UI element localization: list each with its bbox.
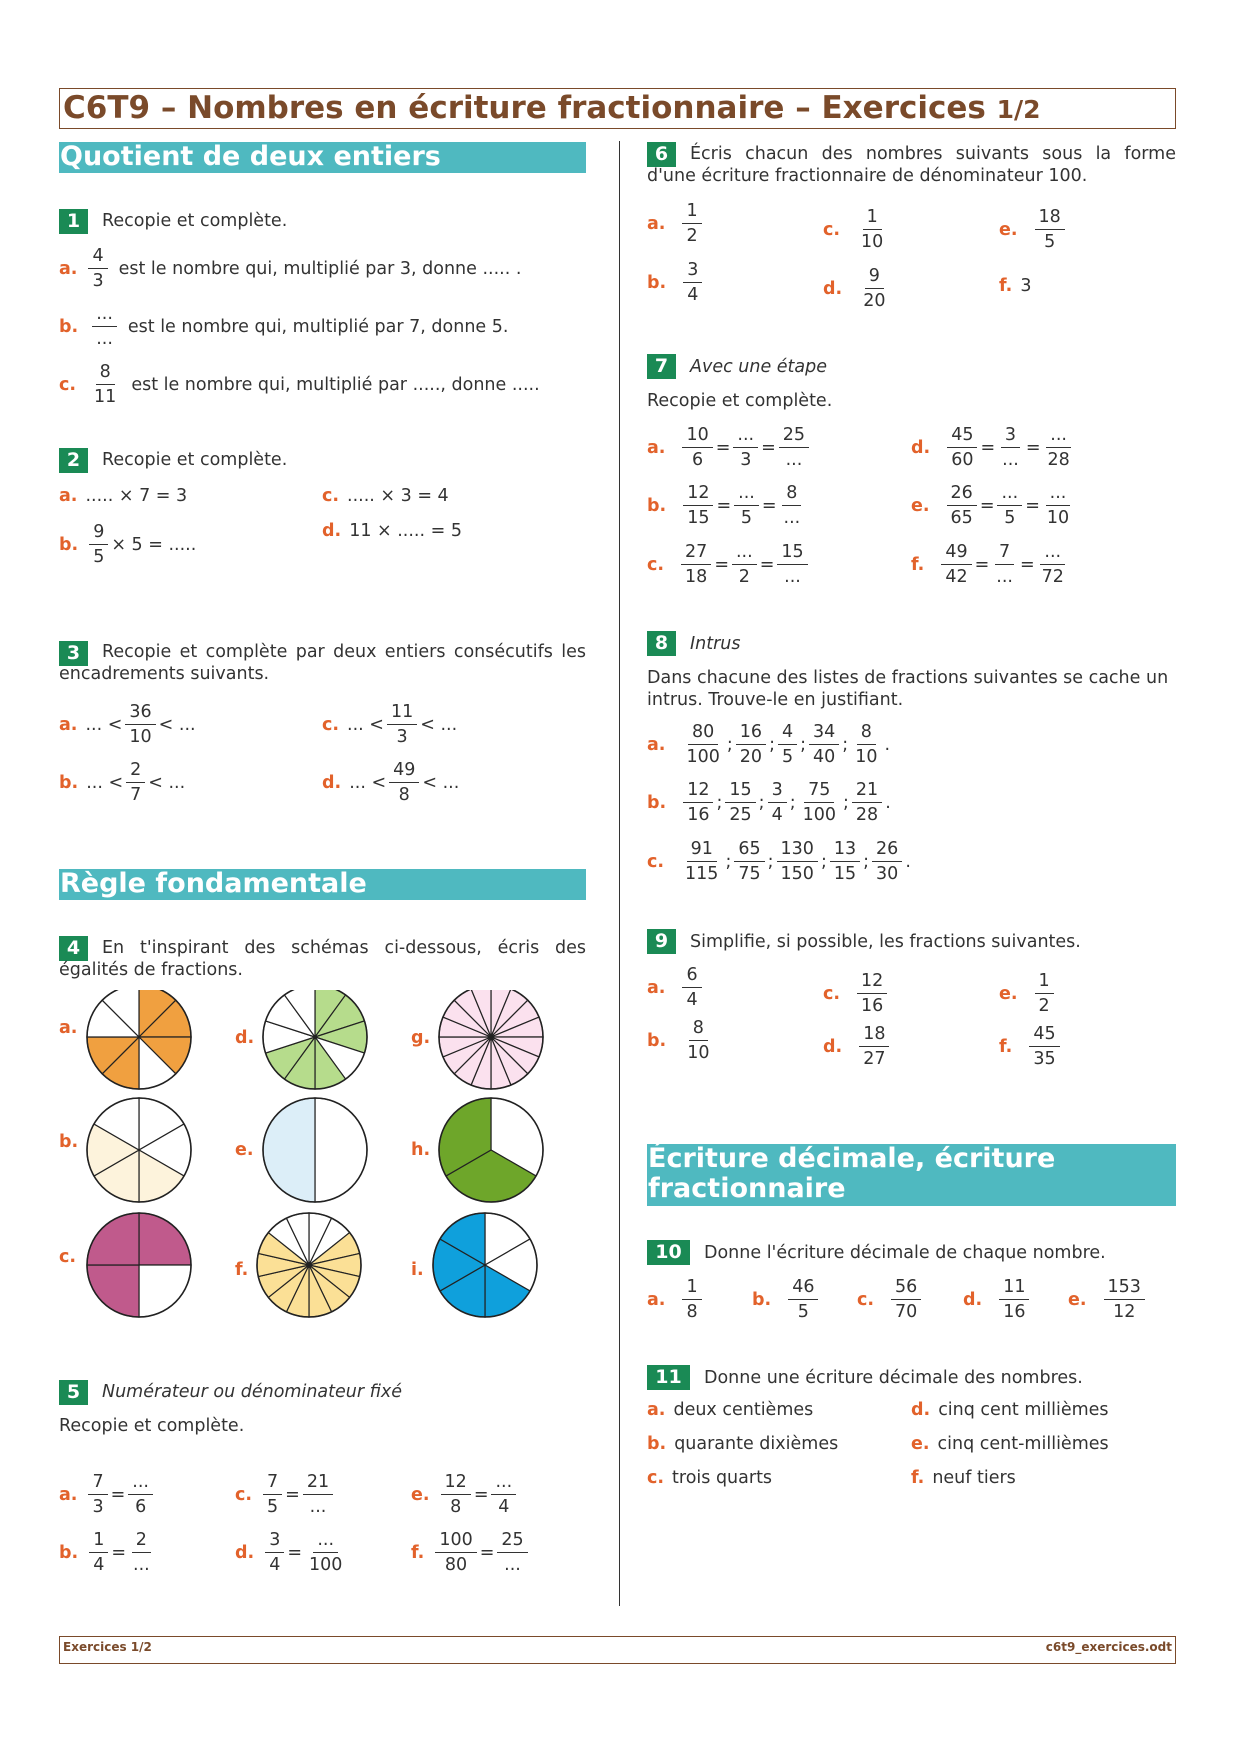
ex10-item: b. $\frac{46}{5}$	[752, 1275, 821, 1324]
exercise-number: 11	[647, 1365, 690, 1390]
fraction: $\frac{12}{16}$	[857, 969, 887, 1018]
circle-label: a.	[59, 1018, 78, 1038]
fraction: $\frac{3}{4}$	[683, 258, 702, 307]
fraction: $\frac{3}{4}$	[265, 1528, 284, 1577]
ex2-item-b: b. $\frac{9}{5}$ × 5 = .....	[59, 522, 197, 567]
fraction: $\frac{1}{8}$	[682, 1275, 701, 1324]
exercise-title: Intrus	[690, 634, 741, 654]
fraction: $\frac{...}{28}$	[1047, 425, 1070, 470]
fraction-circle-g	[439, 990, 543, 1089]
ex9-item: e. $\frac{1}{2}$	[999, 969, 1057, 1018]
fraction: $\frac{153}{12}$	[1104, 1275, 1145, 1324]
ex1-item-b: b. $\frac{...}{...}$ est le nombre qui, multiplié par 7, donne 5.	[59, 304, 509, 349]
fraction: $\frac{15}{25}$	[725, 778, 755, 827]
fraction: $\frac{7}{3}$	[88, 1470, 107, 1519]
ex2-item-c: c. ..... × 3 = 4	[322, 486, 449, 506]
fraction: $\frac{1}{2}$	[1035, 969, 1054, 1018]
ex11-item: a. deux centièmes	[647, 1400, 814, 1420]
ex11-item: e. cinq cent-millièmes	[911, 1434, 1109, 1454]
ex5-item: a. $\frac{7}{3}$ = $\frac{...}{6}$	[59, 1470, 156, 1519]
exercise-number: 7	[647, 354, 676, 379]
ex8-item: b. $\frac{12}{16}$ ; $\frac{15}{25}$ ; $\frac{3}{4}$ ; $\frac{75}{100}$ ; $\frac{21}{28}$ .	[647, 780, 891, 825]
fraction: $\frac{75}{100}$	[802, 780, 837, 825]
ex9-item: d. $\frac{18}{27}$	[823, 1022, 892, 1071]
fraction: $\frac{91}{115}$	[685, 839, 719, 884]
exercise-instruction: Écris chacun des nombres suivants sous la forme d'une écriture fractionnaire de dénominateur 100.	[647, 144, 1176, 186]
ex7-item: f. $\frac{49}{42}$ = $\frac{7}{...}$ = $\frac{...}{72}$	[911, 540, 1071, 589]
fraction: $\frac{16}{20}$	[736, 720, 766, 769]
exercise-instruction: Recopie et complète par deux entiers consécutifs les encadrements suivants.	[59, 642, 586, 684]
ex7-item: c. $\frac{27}{18}$ = $\frac{...}{2}$ = $\frac{15}{...}$	[647, 540, 811, 589]
fraction: $\frac{15}{...}$	[777, 540, 807, 589]
fraction: $\frac{56}{70}$	[891, 1275, 921, 1324]
exercise-instruction: Simplifie, si possible, les fractions suivantes.	[690, 932, 1081, 952]
footer-left: Exercices 1/2	[63, 1640, 152, 1654]
ex6-item: a. $\frac{1}{2}$	[647, 199, 705, 248]
ex7-item: e. $\frac{26}{65}$ = $\frac{...}{5}$ = $\frac{...}{10}$	[911, 481, 1076, 530]
exercise-number: 10	[647, 1240, 690, 1265]
fraction: $\frac{12}{15}$	[683, 481, 713, 530]
fraction-circle-c	[87, 1213, 191, 1317]
ex3-item-d: d. ... < $\frac{49}{8}$ < ...	[322, 760, 460, 805]
ex8-item: a. $\frac{80}{100}$ ; $\frac{16}{20}$ ; $\frac{4}{5}$ ; $\frac{34}{40}$ ; $\frac{8}{10}$ .	[647, 722, 891, 767]
ex6-item: b. $\frac{3}{4}$	[647, 258, 705, 307]
fraction: $\frac{18}{27}$	[859, 1022, 889, 1071]
fraction-circle-e	[263, 1098, 367, 1202]
fraction: $\frac{34}{40}$	[809, 720, 839, 769]
ex6-item: e. $\frac{18}{5}$	[999, 205, 1068, 254]
fraction: $\frac{...}{100}$	[309, 1530, 343, 1575]
fraction: $\frac{26}{30}$	[872, 837, 902, 886]
section-quotient: Quotient de deux entiers	[59, 142, 586, 173]
circle-label: e.	[235, 1140, 254, 1160]
exercise-instruction: Recopie et complète.	[59, 1416, 245, 1436]
exercise-number: 4	[59, 936, 88, 961]
circle-label: d.	[235, 1028, 255, 1048]
fraction: $\frac{21}{28}$	[852, 778, 882, 827]
circle-label: g.	[411, 1028, 431, 1048]
ex2-item-d: d. 11 × ..... = 5	[322, 521, 462, 541]
exercise-number: 1	[59, 209, 88, 234]
fraction: $\frac{3}{...}$	[1002, 425, 1019, 470]
ex3-item-b: b. ... < $\frac{2}{7}$ < ...	[59, 760, 186, 805]
fraction-circle-a	[87, 990, 191, 1089]
ex5-item: f. $\frac{100}{80}$ = $\frac{25}{...}$	[411, 1528, 531, 1577]
ex9-item: c. $\frac{12}{16}$	[823, 969, 890, 1018]
fraction: $\frac{8}{10}$	[855, 722, 878, 767]
page-title: C6T9 – Nombres en écriture fractionnaire – Exercices 1/2	[63, 90, 1041, 126]
fraction: $\frac{7}{5}$	[263, 1470, 282, 1519]
fraction: $\frac{...}{3}$	[733, 423, 758, 472]
exercise-number: 8	[647, 631, 676, 656]
ex10-item: d. $\frac{11}{16}$	[963, 1275, 1032, 1324]
fraction: $\frac{7}{...}$	[996, 542, 1013, 587]
ex9-item: b. $\frac{8}{10}$	[647, 1016, 716, 1065]
ex5-item: c. $\frac{7}{5}$ = $\frac{21}{...}$	[235, 1470, 336, 1519]
fraction: $\frac{...}{72}$	[1041, 542, 1064, 587]
exercise-number: 3	[59, 641, 88, 666]
fraction: $\frac{26}{65}$	[947, 481, 977, 530]
fraction: $\frac{4}{5}$	[778, 720, 797, 769]
ex11-item: d. cinq cent millièmes	[911, 1400, 1109, 1420]
circle-label: c.	[59, 1247, 77, 1267]
fraction: $\frac{27}{18}$	[681, 540, 711, 589]
fraction: $\frac{...}{2}$	[732, 540, 757, 589]
ex3-item-a: a. ... < $\frac{36}{10}$ < ...	[59, 702, 196, 747]
ex1-item-c: c. $\frac{8}{11}$ est le nombre qui, multiplié par ....., donne .....	[59, 362, 540, 407]
fraction: $\frac{65}{75}$	[734, 837, 764, 886]
fraction-circle-i	[433, 1213, 537, 1317]
ex5-item: d. $\frac{3}{4}$ = $\frac{...}{100}$	[235, 1528, 349, 1577]
ex11-item: b. quarante dixièmes	[647, 1434, 839, 1454]
exercise-title: Avec une étape	[690, 357, 828, 377]
section-regle: Règle fondamentale	[59, 869, 586, 900]
ex10-item: c. $\frac{56}{70}$	[857, 1275, 924, 1324]
ex11-item: f. neuf tiers	[911, 1468, 1016, 1488]
ex10-item: e. $\frac{153}{12}$	[1068, 1275, 1148, 1324]
exercise-instruction: Recopie et complète.	[102, 211, 288, 231]
ex6-item: f. 3	[999, 276, 1032, 296]
fraction: $\frac{...}{4}$	[491, 1470, 516, 1519]
fraction: $\frac{8}{10}$	[687, 1018, 710, 1063]
fraction-circle-d	[263, 990, 367, 1089]
fraction: $\frac{1}{2}$	[682, 199, 701, 248]
ex1-item-a: a. $\frac{4}{3}$ est le nombre qui, multiplié par 3, donne ..... .	[59, 246, 522, 291]
section-ecriture-decimale: Écriture décimale, écriture fractionnaire	[647, 1144, 1176, 1206]
ex7-item: a. $\frac{10}{6}$ = $\frac{...}{3}$ = $\frac{25}{...}$	[647, 423, 812, 472]
ex7-item: b. $\frac{12}{15}$ = $\frac{...}{5}$ = $\frac{8}{...}$	[647, 481, 807, 530]
fraction: $\frac{...}{10}$	[1046, 483, 1070, 528]
circle-sector	[315, 1098, 367, 1202]
fraction: $\frac{45}{60}$	[947, 423, 977, 472]
fraction: $\frac{100}{80}$	[435, 1528, 476, 1577]
exercise-instruction: En t'inspirant des schémas ci-dessous, écris des égalités de fractions.	[59, 938, 586, 980]
ex3-item-c: c. ... < $\frac{11}{3}$ < ...	[322, 702, 458, 747]
fraction: $\frac{12}{8}$	[441, 1470, 471, 1519]
fraction: $\frac{...}{5}$	[997, 481, 1022, 530]
ex8-item: c. $\frac{91}{115}$ ; $\frac{65}{75}$ ; $\frac{130}{150}$ ; $\frac{13}{15}$ ; $\frac{26}{30}$ .	[647, 839, 911, 884]
ex10-item: a. $\frac{1}{8}$	[647, 1275, 705, 1324]
ex9-item: f. $\frac{45}{35}$	[999, 1022, 1063, 1071]
ex5-item: e. $\frac{12}{8}$ = $\frac{...}{4}$	[411, 1470, 519, 1519]
exercise-instruction: Recopie et complète.	[102, 450, 288, 470]
fraction: $\frac{10}{6}$	[682, 423, 712, 472]
fraction: $\frac{45}{35}$	[1029, 1022, 1059, 1071]
ex7-item: d. $\frac{45}{60}$ = $\frac{3}{...}$ = $\frac{...}{28}$	[911, 423, 1077, 472]
column-divider	[619, 141, 620, 1606]
footer-box	[59, 1636, 1176, 1664]
fraction: $\frac{1}{4}$	[89, 1528, 108, 1577]
ex6-item: c. $\frac{1}{10}$	[823, 205, 890, 254]
ex5-item: b. $\frac{1}{4}$ = $\frac{2}{...}$	[59, 1528, 157, 1577]
fraction: $\frac{11}{16}$	[999, 1275, 1029, 1324]
fraction: $\frac{46}{5}$	[788, 1275, 818, 1324]
exercise-title: Numérateur ou dénominateur fixé	[102, 1382, 403, 1402]
circle-label: h.	[411, 1140, 431, 1160]
exercise-number: 9	[647, 929, 676, 954]
circle-sector	[263, 1098, 315, 1202]
fraction: $\frac{80}{100}$	[686, 722, 720, 767]
fraction: $\frac{3}{4}$	[768, 778, 787, 827]
fraction: $\frac{25}{...}$	[779, 423, 809, 472]
ex2-item-a: a. ..... × 7 = 3	[59, 486, 188, 506]
fraction-circle-b	[87, 1098, 191, 1202]
circle-label: b.	[59, 1132, 79, 1152]
exercise-instruction: Dans chacune des listes de fractions suivantes se cache un intrus. Trouve-le en justifiant.	[647, 668, 1169, 710]
fraction: $\frac{49}{42}$	[941, 540, 971, 589]
fraction-circles	[0, 990, 600, 1350]
exercise-instruction: Donne une écriture décimale des nombres.	[704, 1368, 1083, 1388]
fraction: $\frac{8}{...}$	[783, 483, 801, 528]
exercise-number: 6	[647, 142, 676, 167]
fraction: $\frac{21}{...}$	[303, 1470, 333, 1519]
footer-right: c6t9_exercices.odt	[1045, 1640, 1172, 1654]
fraction: $\frac{12}{16}$	[683, 778, 713, 827]
ex6-item: d. $\frac{9}{20}$	[823, 264, 892, 313]
fraction-circle-f	[257, 1213, 361, 1317]
fraction: $\frac{...}{6}$	[128, 1470, 153, 1519]
circle-label: i.	[411, 1260, 424, 1280]
ex9-item: a. $\frac{6}{4}$	[647, 963, 705, 1012]
fraction: $\frac{...}{5}$	[734, 481, 759, 530]
fraction: $\frac{1}{10}$	[861, 207, 884, 252]
fraction: $\frac{9}{20}$	[863, 266, 886, 311]
fraction: $\frac{13}{15}$	[830, 837, 860, 886]
fraction: $\frac{2}{...}$	[133, 1530, 150, 1575]
fraction: $\frac{130}{150}$	[777, 837, 818, 886]
ex11-item: c. trois quarts	[647, 1468, 773, 1488]
exercise-number: 2	[59, 448, 88, 473]
exercise-instruction: Donne l'écriture décimale de chaque nombre.	[704, 1243, 1106, 1263]
circle-label: f.	[235, 1260, 249, 1280]
fraction: $\frac{25}{...}$	[497, 1528, 527, 1577]
exercise-instruction: Recopie et complète.	[647, 391, 833, 411]
fraction-circle-h	[439, 1098, 543, 1202]
fraction: $\frac{6}{4}$	[682, 963, 701, 1012]
exercise-number: 5	[59, 1380, 88, 1405]
fraction: $\frac{18}{5}$	[1035, 205, 1065, 254]
